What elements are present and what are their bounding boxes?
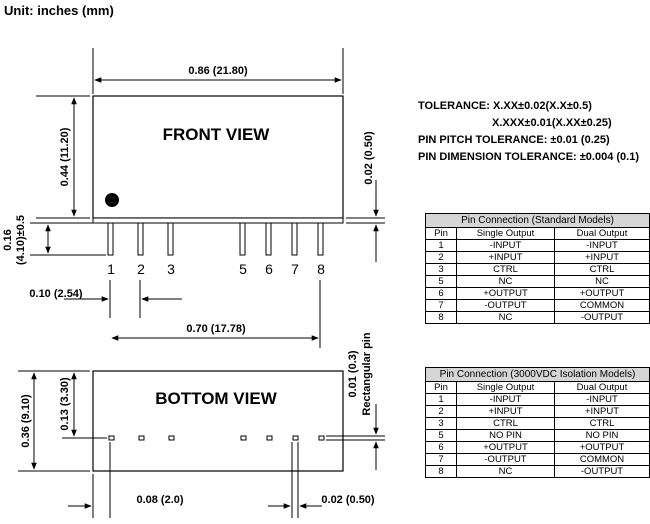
cell-dual: -OUTPUT	[555, 312, 650, 324]
cell-pin: 1	[426, 394, 457, 406]
bottom-pin-6	[267, 436, 272, 440]
cell-single: CTRL	[457, 418, 555, 430]
pin-number-5: 5	[239, 261, 247, 277]
cell-single: +INPUT	[457, 406, 555, 418]
bottom-pin-8	[319, 436, 324, 440]
cell-pin: 8	[426, 312, 457, 324]
cell-pin: 5	[426, 276, 457, 288]
tolerance-notes	[418, 98, 639, 166]
cell-dual: +INPUT	[555, 252, 650, 264]
rect-pin-dimension-line2: Rectangular pin	[361, 332, 373, 416]
cell-dual: -OUTPUT	[555, 466, 650, 478]
tolerance-line-1: TOLERANCE: X.XX±0.02(X.X±0.5)	[418, 100, 592, 112]
cell-single: NC	[457, 312, 555, 324]
table-row	[426, 288, 650, 300]
front-view	[2, 48, 385, 348]
bottom-pin-7	[293, 436, 298, 440]
table-row	[426, 466, 650, 478]
cell-single: NC	[457, 276, 555, 288]
cell-single: NO PIN	[457, 430, 555, 442]
front-pin-2	[138, 223, 143, 255]
pin-number-6: 6	[265, 261, 273, 277]
cell-dual: -INPUT	[555, 240, 650, 252]
cell-pin: 6	[426, 442, 457, 454]
table-caption: Pin Connection (3000VDC Isolation Models)	[426, 368, 650, 382]
cell-pin: 3	[426, 418, 457, 430]
cell-pin: 6	[426, 288, 457, 300]
front-pin-5	[240, 223, 245, 255]
cell-pin: 2	[426, 406, 457, 418]
col-header-single: Single Output	[457, 382, 555, 394]
cell-dual: COMMON	[555, 454, 650, 466]
pin-number-8: 8	[317, 261, 325, 277]
cell-single: +OUTPUT	[457, 442, 555, 454]
front-view-standoff	[93, 218, 343, 223]
pin-table-standard	[425, 213, 650, 324]
table-row	[426, 394, 650, 406]
front-pin-1	[108, 223, 113, 255]
pin-dimension-tolerance: PIN DIMENSION TOLERANCE: ±0.004 (0.1)	[418, 151, 639, 163]
cell-pin: 5	[426, 430, 457, 442]
cell-dual: CTRL	[555, 418, 650, 430]
col-header-dual: Dual Output	[555, 228, 650, 240]
col-header-pin: Pin	[426, 382, 457, 394]
table-row	[426, 442, 650, 454]
cell-dual: NO PIN	[555, 430, 650, 442]
bottom-pin-5	[241, 436, 246, 440]
left-offset-dimension: 0.08 (2.0)	[136, 494, 184, 506]
cell-single: +OUTPUT	[457, 288, 555, 300]
pin-length-dimension-line1: 0.16	[2, 229, 14, 251]
cell-dual: +OUTPUT	[555, 442, 650, 454]
cell-single: -OUTPUT	[457, 300, 555, 312]
unit-label: Unit: inches (mm)	[4, 3, 114, 18]
standoff-dimension: 0.02 (0.50)	[363, 131, 375, 185]
cell-single: CTRL	[457, 264, 555, 276]
table-row	[426, 300, 650, 312]
cell-dual: NC	[555, 276, 650, 288]
pin-pitch-dimension: 0.10 (2.54)	[29, 288, 83, 300]
table-row	[426, 264, 650, 276]
table-row	[426, 312, 650, 324]
bottom-pin-2	[139, 436, 144, 440]
pin-width-dimension: 0.02 (0.50)	[321, 494, 375, 506]
pin-number-1: 1	[107, 261, 115, 277]
cell-dual: CTRL	[555, 264, 650, 276]
bottom-pin-3	[169, 436, 174, 440]
table-row	[426, 252, 650, 264]
front-view-body	[93, 96, 343, 218]
cell-pin: 1	[426, 240, 457, 252]
front-pin-8	[318, 223, 323, 255]
pin-number-3: 3	[167, 261, 175, 277]
rect-pin-dimension-line1: 0.01 (0.3)	[347, 350, 359, 398]
cell-pin: 8	[426, 466, 457, 478]
table-row	[426, 240, 650, 252]
cell-pin: 7	[426, 300, 457, 312]
col-header-single: Single Output	[457, 228, 555, 240]
cell-dual: COMMON	[555, 300, 650, 312]
pin-span-dimension: 0.70 (17.78)	[186, 323, 246, 335]
cell-dual: -INPUT	[555, 394, 650, 406]
bottom-view-title: BOTTOM VIEW	[155, 389, 277, 408]
front-pin-6	[266, 223, 271, 255]
front-view-title: FRONT VIEW	[162, 125, 270, 144]
bottom-view	[18, 332, 385, 518]
height-dimension: 0.44 (11.20)	[59, 127, 71, 187]
cell-pin: 3	[426, 264, 457, 276]
cell-single: NC	[457, 466, 555, 478]
cell-pin: 2	[426, 252, 457, 264]
pin-row-dimension: 0.13 (3.30)	[59, 377, 71, 431]
bottom-height-dimension: 0.36 (9.10)	[20, 394, 32, 448]
pin-table-isolation	[425, 367, 650, 478]
pin-pitch-tolerance: PIN PITCH TOLERANCE: ±0.01 (0.25)	[418, 134, 610, 146]
pin-number-2: 2	[137, 261, 145, 277]
table-row	[426, 276, 650, 288]
cell-single: -OUTPUT	[457, 454, 555, 466]
bottom-pin-1	[109, 436, 114, 440]
table-row	[426, 406, 650, 418]
table-row	[426, 454, 650, 466]
cell-dual: +OUTPUT	[555, 288, 650, 300]
cell-single: -INPUT	[457, 394, 555, 406]
width-dimension: 0.86 (21.80)	[188, 65, 248, 77]
pin-length-dimension-line2: (4.10)±0.5	[15, 214, 27, 266]
front-pin-7	[292, 223, 297, 255]
pin-number-7: 7	[291, 261, 299, 277]
col-header-pin: Pin	[426, 228, 457, 240]
col-header-dual: Dual Output	[555, 382, 650, 394]
cell-single: +INPUT	[457, 252, 555, 264]
cell-dual: +INPUT	[555, 406, 650, 418]
bottom-view-body	[93, 371, 343, 471]
tolerance-line-2: X.XXX±0.01(X.XX±0.25)	[492, 117, 612, 129]
pin1-marker-dot	[105, 193, 119, 207]
table-row	[426, 430, 650, 442]
cell-single: -INPUT	[457, 240, 555, 252]
front-pin-3	[168, 223, 173, 255]
cell-pin: 7	[426, 454, 457, 466]
table-caption: Pin Connection (Standard Models)	[426, 214, 650, 228]
table-row	[426, 418, 650, 430]
